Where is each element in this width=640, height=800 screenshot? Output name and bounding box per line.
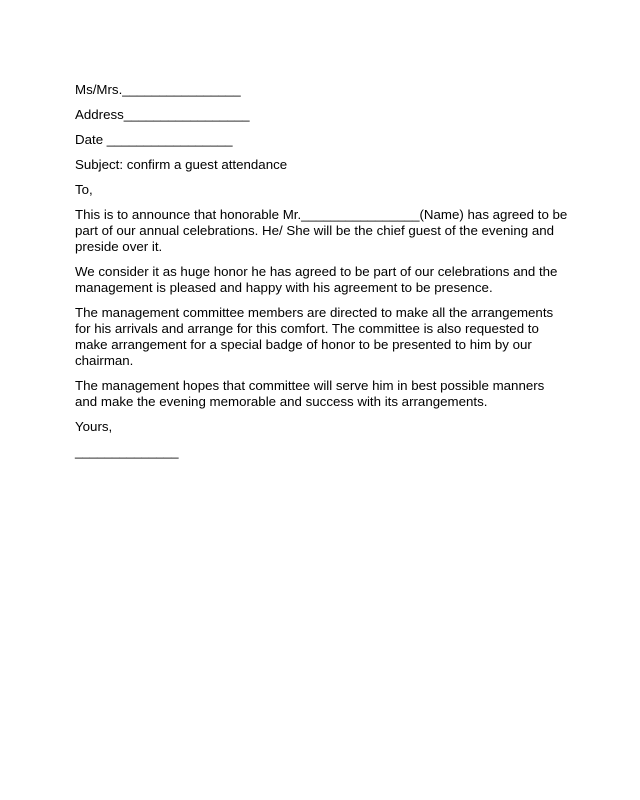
body-paragraph-honor: We consider it as huge honor he has agreed to be part of our celebrations and the management is pleased and happy with his agreement to be presence.	[75, 264, 558, 295]
signature-line: ______________	[75, 444, 179, 459]
body-paragraph-hopes: The management hopes that committee will serve him in best possible manners and make the evening memorable and success with its arrangements.	[75, 378, 545, 409]
subject-line: Subject: confirm a guest attendance	[75, 157, 288, 172]
address-line: Address_________________	[75, 107, 250, 122]
date-line: Date _________________	[75, 132, 233, 147]
closing: Yours,	[75, 419, 113, 434]
body-paragraph-announcement: This is to announce that honorable Mr.________________(Name) has agreed to be part of our annual celebrations. He/ She will be the chief guest of the evening and preside over it.	[75, 207, 568, 254]
salutation: To,	[75, 182, 93, 197]
recipient-line: Ms/Mrs.________________	[75, 82, 241, 97]
body-paragraph-arrangements: The management committee members are directed to make all the arrangements for his arrivals and arrange for this comfort. The committee is also requested to make arrangement for a special badge of honor to be presented to him by our chairman.	[75, 305, 554, 368]
letter-document	[75, 82, 570, 460]
